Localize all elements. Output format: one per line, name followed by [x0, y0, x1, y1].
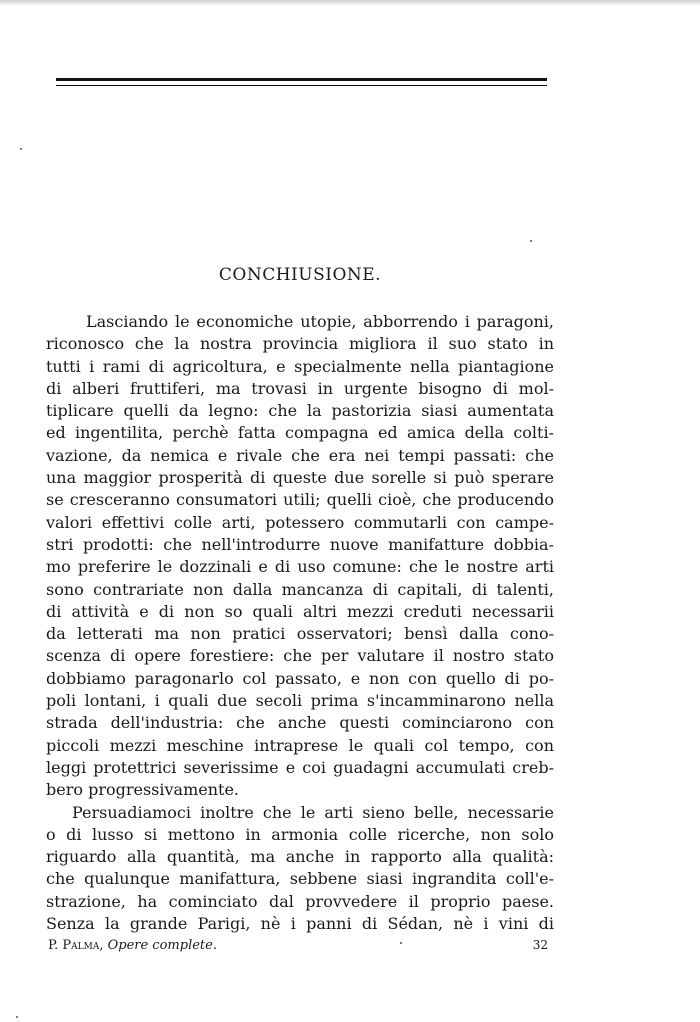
text-line: ed ingentilita, perchè fatta compagna ed amica della colti- — [46, 423, 554, 443]
text-line: leggi protettrici severissime e coi guadagni accumulati creb- — [46, 757, 554, 777]
paper-speck — [20, 148, 22, 150]
text-line: sono contrariate non dalla mancanza di capitali, di talenti, — [46, 579, 554, 599]
text-line: valori effettivi colle arti, potessero commutarli con campe- — [46, 512, 554, 532]
text-line: da letterati ma non pratici osservatori; bensì dalla cono- — [46, 624, 554, 644]
page-top-edge — [0, 0, 700, 6]
header-rule-thick — [56, 78, 547, 81]
paragraph-1 — [46, 311, 554, 802]
text-line: che qualunque manifattura, sebbene siasi ingrandita coll'e- — [46, 869, 554, 889]
text-line: una maggior prosperità di queste due sorelle si può sperare — [46, 468, 554, 488]
paper-speck — [400, 942, 402, 944]
text-line: se cresceranno consumatori utili; quelli cioè, che producendo — [46, 490, 554, 510]
text-line: o di lusso si mettono in armonia colle ricerche, non solo — [46, 824, 554, 844]
text-line: stri prodotti: che nell'introdurre nuove manifatture dobbia- — [46, 534, 554, 554]
text-line: strazione, ha cominciato dal provvedere il proprio paese. — [46, 891, 554, 911]
section-heading-text: CONCHIUSIONE. — [218, 265, 382, 285]
text-line: dobbiamo paragonarlo col passato, e non con quello di po- — [46, 668, 554, 688]
text-line: Persuadiamoci inoltre che le arti sieno belle, necessarie — [72, 802, 554, 822]
body-text — [46, 311, 554, 935]
text-line: tutti i rami di agricoltura, e specialmente nella piantagione — [46, 356, 554, 376]
text-line: di alberi fruttiferi, ma trovasi in urgente bisogno di mol- — [46, 378, 554, 398]
text-line: Senza la grande Parigi, nè i panni di Sédan, nè i vini di — [46, 914, 554, 934]
text-line: tiplicare quelli da legno: che la pastorizia siasi aumentata — [46, 401, 554, 421]
header-rule-thin — [56, 85, 547, 86]
text-line: riconosco che la nostra provincia migliora il suo stato in — [46, 334, 554, 354]
text-line: scenza di opere forestiere: che per valutare il nostro stato — [46, 646, 554, 666]
text-line: poli lontani, i quali due secoli prima s'incamminarono nella — [46, 691, 554, 711]
text-line: riguardo alla quantità, ma anche in rapporto alla qualità: — [46, 847, 554, 867]
paragraph-2 — [46, 802, 554, 936]
text-line: vazione, da nemica e rivale che era nei tempi passati: che — [46, 445, 554, 465]
text-line: strada dell'industria: che anche questi cominciarono con — [46, 713, 554, 733]
footer-work-title: Opere complete. — [107, 938, 217, 953]
footer-signature — [48, 938, 217, 953]
text-line: di attività e di non so quali altri mezzi creduti necessarii — [46, 601, 554, 621]
paper-speck — [530, 240, 532, 242]
section-heading — [0, 265, 600, 285]
footer-author: P. Palma, — [48, 938, 104, 953]
text-line: bero progressivamente. — [46, 780, 240, 800]
paper-speck — [16, 1016, 18, 1018]
text-line: Lasciando le economiche utopie, abborrendo i paragoni, — [86, 312, 554, 331]
text-line: piccoli mezzi meschine intraprese le quali col tempo, con — [46, 735, 554, 755]
text-line: mo preferire le dozzinali e di uso comune: che le nostre arti — [46, 557, 554, 577]
page-number: 32 — [532, 938, 548, 952]
page-footer — [48, 938, 548, 962]
